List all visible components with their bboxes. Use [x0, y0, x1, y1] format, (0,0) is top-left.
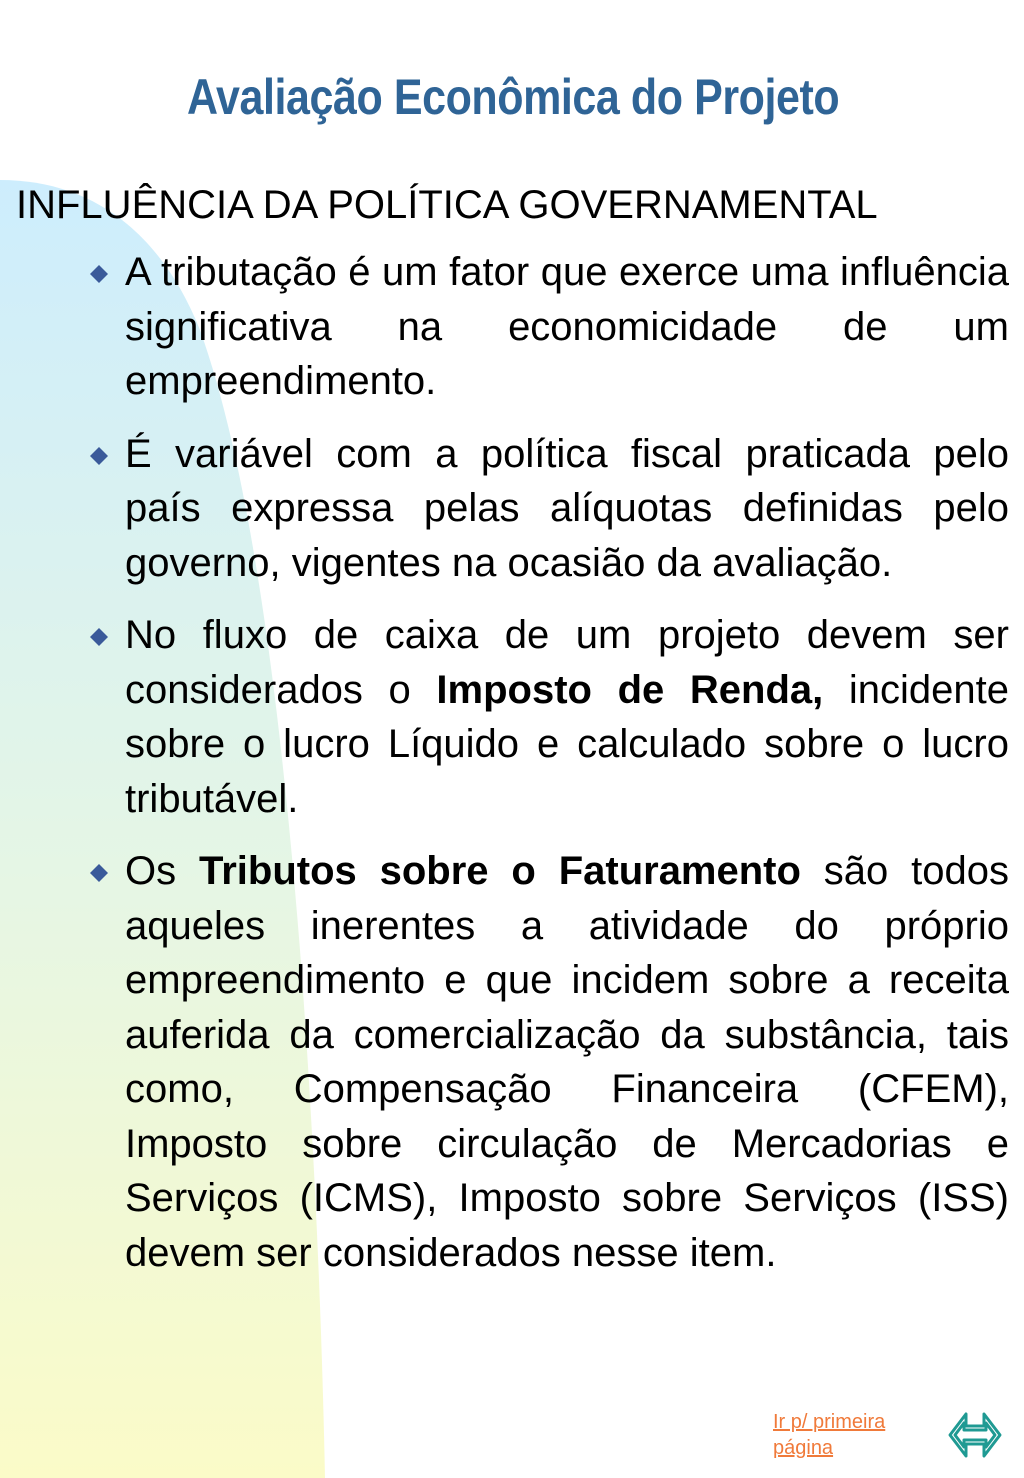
- bullet-item-1: [85, 245, 1009, 409]
- double-arrow-icon[interactable]: [946, 1406, 1004, 1464]
- page-title: Avaliação Econômica do Projeto: [187, 69, 840, 125]
- bullet-item-3: [85, 608, 1009, 826]
- bullet-text: A tributação é um fator que exerce uma influência significativa na economicidade de um empreendimento.: [125, 250, 1009, 403]
- bullet-item-2: [85, 427, 1009, 591]
- diamond-bullet-icon: [90, 864, 108, 882]
- bullet-list: [85, 245, 1009, 1298]
- bullet-text-pre: No fluxo de caixa de um projeto devem ser considerados o: [125, 613, 1009, 712]
- diamond-bullet-icon: [90, 628, 108, 646]
- first-page-link[interactable]: Ir p/ primeira página: [773, 1411, 886, 1459]
- bullet-text-pre: Os: [125, 849, 199, 893]
- diamond-bullet-icon: [90, 265, 108, 283]
- diamond-bullet-icon: [90, 447, 108, 465]
- bullet-item-4: [85, 844, 1009, 1280]
- bullet-text-post: incidente sobre o lucro Líquido e calculado sobre o lucro tributável.: [125, 667, 1010, 821]
- bullet-text: É variável com a política fiscal praticada pelo país expressa pelas alíquotas definidas pelo governo, vigentes na ocasião da avaliação.: [125, 431, 1009, 585]
- bullet-text: [125, 613, 1009, 821]
- bullet-text-post: são todos aqueles inerentes a atividade do próprio empreendimento e que incidem sobre a receita auferida da comercialização da substância, tais como, Compensação Financeira (CFEM), Imposto sobre circulação de Mercadorias e Serviços (ICMS), Imposto sobre Serviços (ISS) devem ser considerados nesse item.: [125, 849, 1009, 1275]
- bullet-text-bold: Imposto de Renda,: [436, 667, 824, 712]
- bullet-text-bold: Tributos sobre o Faturamento: [198, 849, 801, 893]
- section-subtitle: INFLUÊNCIA DA POLÍTICA GOVERNAMENTAL: [16, 183, 878, 227]
- bullet-text: [125, 849, 1009, 1275]
